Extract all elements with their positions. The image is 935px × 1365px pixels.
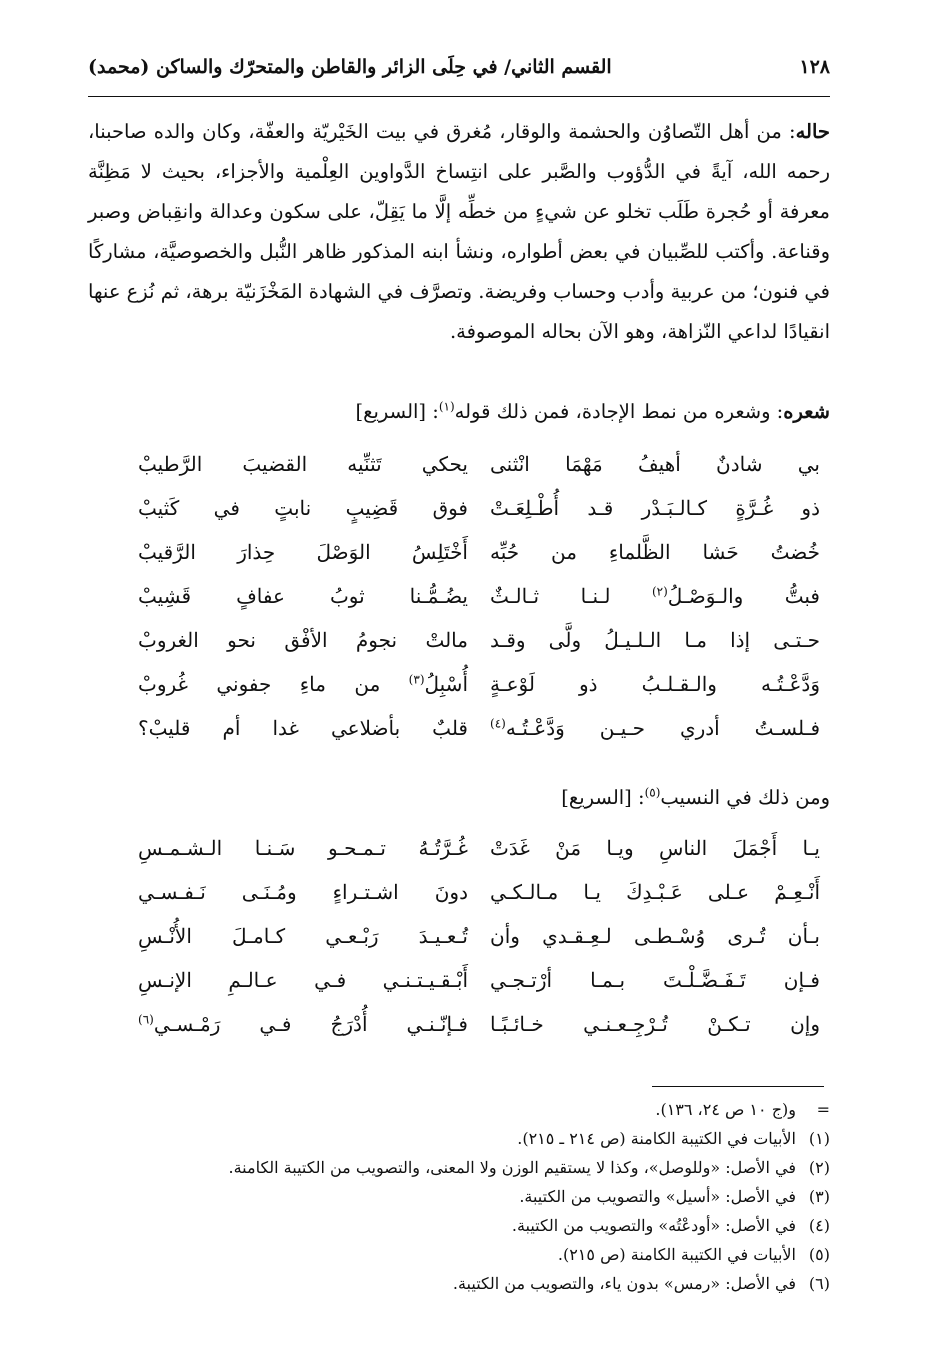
verse bbox=[88, 706, 830, 750]
header-divider bbox=[88, 96, 830, 97]
footnote-text: الأبيات في الكتيبة الكامنة (ص ٢١٤ ـ ٢١٥). bbox=[517, 1129, 796, 1148]
footnote-divider bbox=[652, 1086, 824, 1087]
verse-second-hemistich: أَبْـقـيـتـنـي فـي عـالـمِ الإنـسِ bbox=[138, 968, 468, 992]
footnote bbox=[88, 1124, 830, 1153]
poem2-meter: : [السريع] bbox=[561, 786, 645, 809]
paragraph-text: : من أهل التّصاوُن والحشمة والوقار، مُغرق في بيت الخَيْريّة والعفّة، وكان والده صاحبنا، رحمه الله، آيةً في الدُّؤوب والصَّبر على انتِساخ الدَّواوين العِلْمية والأجزاء، بحيث لا مَظِنَّة معرفة أو حُجرة طَلَب تخلو عن شيءٍ من خطِّه إلَّا ما يَقِلّ، على سكون وعدالة وانقِباض وصبر وقناعة. وأكتب للصِّبيان في بعض أطواره، ونشأ ابنه المذكور ظاهر النُّبل والخصوصيَّة، مشاركًا في فنون؛ من عربية وأدب وحساب وفريضة. وتصرَّف في الشهادة المَخْزَنيّة برهة، ثم نُزع عنها انقيادًا لداعي النّزاهة، وهو الآن بحاله الموصوفة. bbox=[88, 120, 830, 343]
hemistich-text: فبتُّ والـوَصْـلُ bbox=[667, 584, 820, 608]
footnote-ref[interactable]: (٥) bbox=[644, 785, 661, 800]
poem1-meter: : [السريع] bbox=[355, 400, 439, 423]
footnote-ref[interactable]: (٤) bbox=[490, 716, 506, 731]
footnote-number: = bbox=[816, 1100, 830, 1119]
verse-second-hemistich: دونَ اشـتـراءٍ ومُـنَـى نَـفـسـي bbox=[138, 880, 468, 904]
footnote-number: (٣) bbox=[808, 1187, 830, 1206]
footnote-number: (٥) bbox=[808, 1245, 830, 1264]
footnote bbox=[88, 1269, 830, 1298]
verse-first-hemistich: وَدَّعْـتُـه والـقـلـبُ ذو لَوْعـةٍ bbox=[490, 672, 820, 696]
footnote-text: في الأصل: «أودعْتُه» والتصويب من الكتيبة. bbox=[511, 1216, 796, 1235]
hemistich-text: فـلسـتُ أدري حـيـن وَدَّعْـتُـه bbox=[505, 716, 820, 740]
poem1-intro-text: : وشعره من نمط الإجادة، فمن ذلك قوله bbox=[454, 400, 784, 423]
running-title: القسم الثاني/ في حِلَى الزائر والقاطن والمتحرّك والساكن (محمد) bbox=[88, 56, 612, 78]
verse-first-hemistich: بي شادنٌ أهيفُ مَهْمَا انْثنى bbox=[490, 452, 820, 476]
footnote bbox=[88, 1182, 830, 1211]
body-paragraph bbox=[88, 112, 830, 352]
verse-first-hemistich: يـا أَجْمَلَ الناسِ ويـا مَنْ غَدَتْ bbox=[490, 836, 820, 860]
footnote-ref[interactable]: (١) bbox=[438, 399, 455, 414]
hemistich-text: لـنـا ثـالـثٌ bbox=[490, 584, 652, 608]
verse-first-hemistich: وإن تـكـنْ تُـرْجِـعـنـي خـائـبًـا bbox=[490, 1012, 820, 1036]
verse-second-hemistich: تُـعـيـدَ رَبْـعـي كـامـلَ الأُنْـسِ bbox=[138, 924, 468, 948]
verse-first-hemistich bbox=[490, 716, 820, 740]
footnote-number: (٤) bbox=[808, 1216, 830, 1235]
hemistich-text: أُسْبِلُ bbox=[424, 672, 468, 696]
verse-first-hemistich: بـأن تُـرى وُسْـطـى لـعِـقـدي وأن bbox=[490, 924, 820, 948]
verse-first-hemistich: حـتـى إذا مـا الـلـيـلُ ولَّى وقـد bbox=[490, 628, 820, 652]
footnote-number: (٢) bbox=[808, 1158, 830, 1177]
hemistich-text: من ماءِ جفوني غُروبْ bbox=[138, 672, 409, 696]
verse-second-hemistich: مالتْ نجومُ الأفْق نحو الغروبْ bbox=[138, 628, 468, 652]
verse-first-hemistich: فـإن تَـفَـضَّـلْـتَ بـمـا أرْتـجـي bbox=[490, 968, 820, 992]
verse-second-hemistich: يحكي تَثنِّيه القضيبَ الرَّطيبْ bbox=[138, 452, 468, 476]
verse-first-hemistich: ذو غُـرَّةٍ كـالـبَـدْر قـد أُطْـلِعَـتْ bbox=[490, 496, 820, 520]
footnote-text: و(ج ١٠ ص ٢٤، ١٣٦). bbox=[655, 1100, 796, 1119]
footnote-ref[interactable]: (٣) bbox=[408, 672, 425, 687]
poem2-intro bbox=[88, 778, 830, 818]
verse-second-hemistich: غُـرَّتُـهُ تـمـحـو سَـنـا الـشـمـسِ bbox=[138, 836, 468, 860]
verse-second-hemistich bbox=[138, 672, 468, 696]
verse-first-hemistich: أَنْـعِـمْ عـلى عَـبْـدِكَ يـا مـالـكـي bbox=[490, 880, 820, 904]
footnote-number: (٦) bbox=[808, 1274, 830, 1293]
verse-second-hemistich: فوق قَضِيبٍ نابتٍ في كَثيبْ bbox=[138, 496, 468, 520]
verse bbox=[88, 618, 830, 662]
verse-second-hemistich: أَخْتَلِسُ الوَصْلَ حِذارَ الرَّقيبْ bbox=[138, 540, 468, 564]
poem2 bbox=[88, 826, 830, 1046]
verse-second-hemistich: يضُـمُّـنا ثوبُ عفافٍ قَشِيبْ bbox=[138, 584, 468, 608]
poem1 bbox=[88, 442, 830, 750]
verse bbox=[88, 826, 830, 870]
verse bbox=[88, 662, 830, 706]
footnote bbox=[88, 1211, 830, 1240]
footnotes bbox=[88, 1095, 830, 1298]
verse bbox=[88, 1002, 830, 1046]
footnote-number: (١) bbox=[808, 1129, 830, 1148]
verse bbox=[88, 914, 830, 958]
verse bbox=[88, 574, 830, 618]
verse bbox=[88, 486, 830, 530]
verse-second-hemistich: قلبٌ بأضلاعي غدا أم قليبْ؟ bbox=[138, 716, 468, 740]
verse bbox=[88, 530, 830, 574]
verse-first-hemistich bbox=[490, 584, 820, 608]
verse-second-hemistich bbox=[138, 1012, 468, 1036]
footnote-text: في الأصل: «وللوصل»، وكذا لا يستقيم الوزن ولا المعنى، والتصويب من الكتيبة الكامنة. bbox=[228, 1158, 796, 1177]
paragraph-lead: حاله bbox=[795, 120, 830, 143]
footnote-text: في الأصل: «رمس» بدون ياء، والتصويب من الكتيبة. bbox=[452, 1274, 796, 1293]
page-header bbox=[88, 58, 830, 77]
footnote-text: الأبيات في الكتيبة الكامنة (ص ٢١٥). bbox=[557, 1245, 796, 1264]
verse-first-hemistich: خُضتُ حَشا الظَّلماءِ من حُبِّه bbox=[490, 540, 820, 564]
verse bbox=[88, 958, 830, 1002]
poem1-intro bbox=[88, 392, 830, 432]
footnote bbox=[88, 1153, 830, 1182]
page-number: ١٢٨ bbox=[799, 56, 830, 78]
footnote-ref[interactable]: (٢) bbox=[651, 584, 668, 599]
verse bbox=[88, 442, 830, 486]
footnote bbox=[88, 1095, 830, 1124]
hemistich-text: فـإنّـنـي أُدْرَجُ فـي رَمْـسـي bbox=[153, 1012, 468, 1036]
footnote bbox=[88, 1240, 830, 1269]
verse bbox=[88, 870, 830, 914]
poem1-lead: شعره bbox=[783, 400, 830, 423]
footnote-text: في الأصل: «أسيل» والتصويب من الكتيبة. bbox=[519, 1187, 796, 1206]
footnote-ref[interactable]: (٦) bbox=[138, 1012, 154, 1027]
poem2-intro-text: ومن ذلك في النسيب bbox=[660, 786, 830, 809]
